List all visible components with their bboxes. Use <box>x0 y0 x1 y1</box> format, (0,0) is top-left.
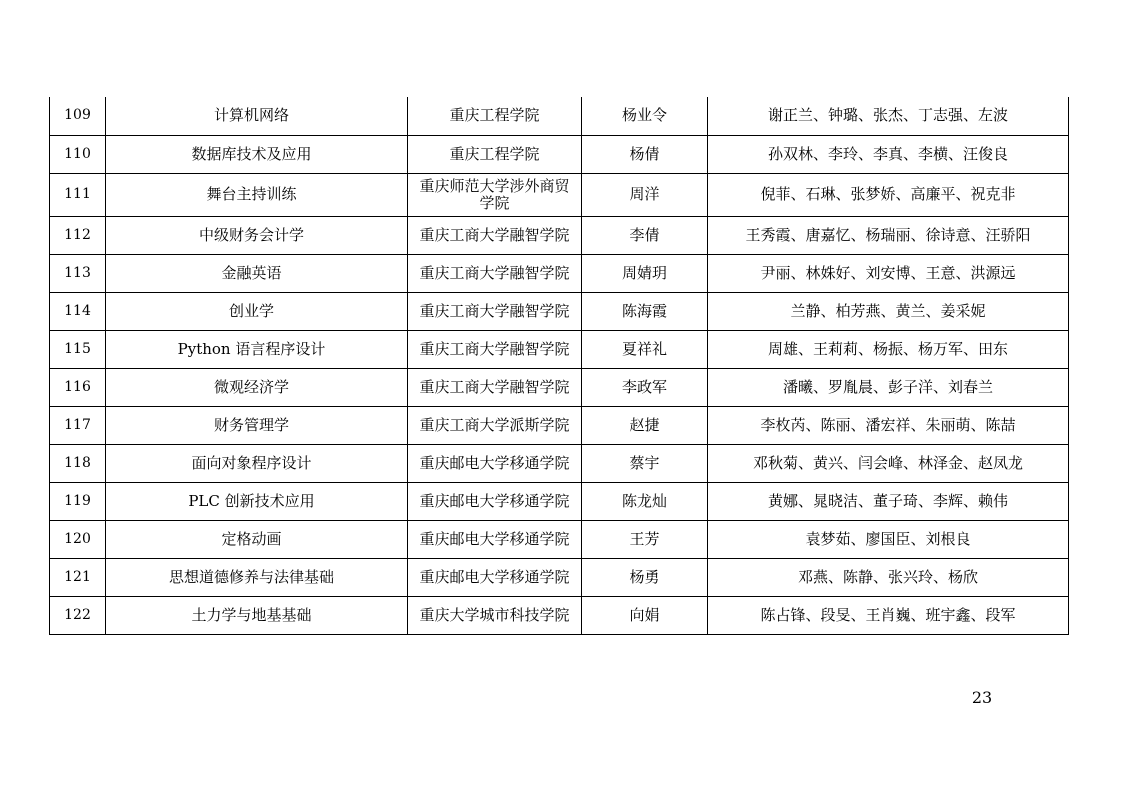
team-members-cell: 尹丽、林姝好、刘安博、王意、洪源远 <box>708 254 1069 292</box>
course-name-cell: 面向对象程序设计 <box>106 444 408 482</box>
school-name-cell: 重庆工程学院 <box>408 97 582 135</box>
course-leader-cell: 杨业令 <box>582 97 708 135</box>
school-name-cell: 重庆邮电大学移通学院 <box>408 482 582 520</box>
team-members-cell: 邓燕、陈静、张兴玲、杨欣 <box>708 558 1069 596</box>
table-row <box>50 482 1069 520</box>
row-number-cell: 117 <box>50 406 106 444</box>
school-name-cell: 重庆邮电大学移通学院 <box>408 520 582 558</box>
team-members-cell: 袁梦茹、廖国臣、刘根良 <box>708 520 1069 558</box>
school-name-cell: 重庆工商大学融智学院 <box>408 216 582 254</box>
course-leader-cell: 周婧玥 <box>582 254 708 292</box>
school-name-cell: 重庆大学城市科技学院 <box>408 596 582 634</box>
course-name-cell: 定格动画 <box>106 520 408 558</box>
document-page-table-area <box>49 97 1068 635</box>
school-name-cell: 重庆工商大学融智学院 <box>408 368 582 406</box>
table-row <box>50 330 1069 368</box>
school-name-cell: 重庆邮电大学移通学院 <box>408 558 582 596</box>
table-row <box>50 406 1069 444</box>
table-row <box>50 368 1069 406</box>
row-number-cell: 122 <box>50 596 106 634</box>
table-row <box>50 254 1069 292</box>
table-row <box>50 558 1069 596</box>
school-name-cell: 重庆师范大学涉外商贸学院 <box>408 173 582 216</box>
school-name-cell: 重庆工程学院 <box>408 135 582 173</box>
course-leader-cell: 蔡宇 <box>582 444 708 482</box>
team-members-cell: 王秀霞、唐嘉忆、杨瑞丽、徐诗意、汪骄阳 <box>708 216 1069 254</box>
course-name-cell: Python 语言程序设计 <box>106 330 408 368</box>
row-number-cell: 110 <box>50 135 106 173</box>
course-name-cell: 财务管理学 <box>106 406 408 444</box>
row-number-cell: 118 <box>50 444 106 482</box>
row-number-cell: 116 <box>50 368 106 406</box>
table-row <box>50 292 1069 330</box>
table-row <box>50 520 1069 558</box>
course-leader-cell: 杨倩 <box>582 135 708 173</box>
course-name-cell: 中级财务会计学 <box>106 216 408 254</box>
school-name-cell: 重庆工商大学融智学院 <box>408 330 582 368</box>
course-name-cell: 微观经济学 <box>106 368 408 406</box>
table-row <box>50 444 1069 482</box>
course-name-cell: 创业学 <box>106 292 408 330</box>
team-members-cell: 黄娜、晁晓洁、董子琦、李辉、赖伟 <box>708 482 1069 520</box>
team-members-cell: 孙双林、李玲、李真、李横、汪俊良 <box>708 135 1069 173</box>
team-members-cell: 谢正兰、钟璐、张杰、丁志强、左波 <box>708 97 1069 135</box>
course-name-cell: 金融英语 <box>106 254 408 292</box>
course-name-cell: 数据库技术及应用 <box>106 135 408 173</box>
course-name-cell: 土力学与地基基础 <box>106 596 408 634</box>
course-name-cell: 计算机网络 <box>106 97 408 135</box>
row-number-cell: 109 <box>50 97 106 135</box>
row-number-cell: 111 <box>50 173 106 216</box>
row-number-cell: 113 <box>50 254 106 292</box>
roster-table-body <box>50 97 1069 634</box>
course-leader-cell: 向娟 <box>582 596 708 634</box>
team-members-cell: 陈占锋、段旻、王肖巍、班宇鑫、段军 <box>708 596 1069 634</box>
table-row <box>50 135 1069 173</box>
table-row <box>50 216 1069 254</box>
course-leader-cell: 李倩 <box>582 216 708 254</box>
team-members-cell: 李枚芮、陈丽、潘宏祥、朱丽萌、陈喆 <box>708 406 1069 444</box>
school-name-cell: 重庆邮电大学移通学院 <box>408 444 582 482</box>
course-leader-cell: 陈海霞 <box>582 292 708 330</box>
row-number-cell: 119 <box>50 482 106 520</box>
course-leader-cell: 杨勇 <box>582 558 708 596</box>
course-roster-table <box>49 97 1069 635</box>
table-row <box>50 596 1069 634</box>
school-name-cell: 重庆工商大学派斯学院 <box>408 406 582 444</box>
course-leader-cell: 李政军 <box>582 368 708 406</box>
course-leader-cell: 陈龙灿 <box>582 482 708 520</box>
row-number-cell: 115 <box>50 330 106 368</box>
course-name-cell: 舞台主持训练 <box>106 173 408 216</box>
table-row <box>50 97 1069 135</box>
course-leader-cell: 夏祥礼 <box>582 330 708 368</box>
course-leader-cell: 周洋 <box>582 173 708 216</box>
row-number-cell: 120 <box>50 520 106 558</box>
team-members-cell: 周雄、王莉莉、杨振、杨万军、田东 <box>708 330 1069 368</box>
row-number-cell: 121 <box>50 558 106 596</box>
course-name-cell: 思想道德修养与法律基础 <box>106 558 408 596</box>
school-name-cell: 重庆工商大学融智学院 <box>408 292 582 330</box>
page-number: 23 <box>971 688 993 707</box>
school-name-cell: 重庆工商大学融智学院 <box>408 254 582 292</box>
row-number-cell: 112 <box>50 216 106 254</box>
course-leader-cell: 赵捷 <box>582 406 708 444</box>
team-members-cell: 邓秋菊、黄兴、闫会峰、林泽金、赵凤龙 <box>708 444 1069 482</box>
team-members-cell: 兰静、柏芳燕、黄兰、姜采妮 <box>708 292 1069 330</box>
course-leader-cell: 王芳 <box>582 520 708 558</box>
team-members-cell: 倪菲、石琳、张梦娇、高廉平、祝克非 <box>708 173 1069 216</box>
team-members-cell: 潘曦、罗胤晨、彭子洋、刘春兰 <box>708 368 1069 406</box>
course-name-cell: PLC 创新技术应用 <box>106 482 408 520</box>
table-row <box>50 173 1069 216</box>
row-number-cell: 114 <box>50 292 106 330</box>
